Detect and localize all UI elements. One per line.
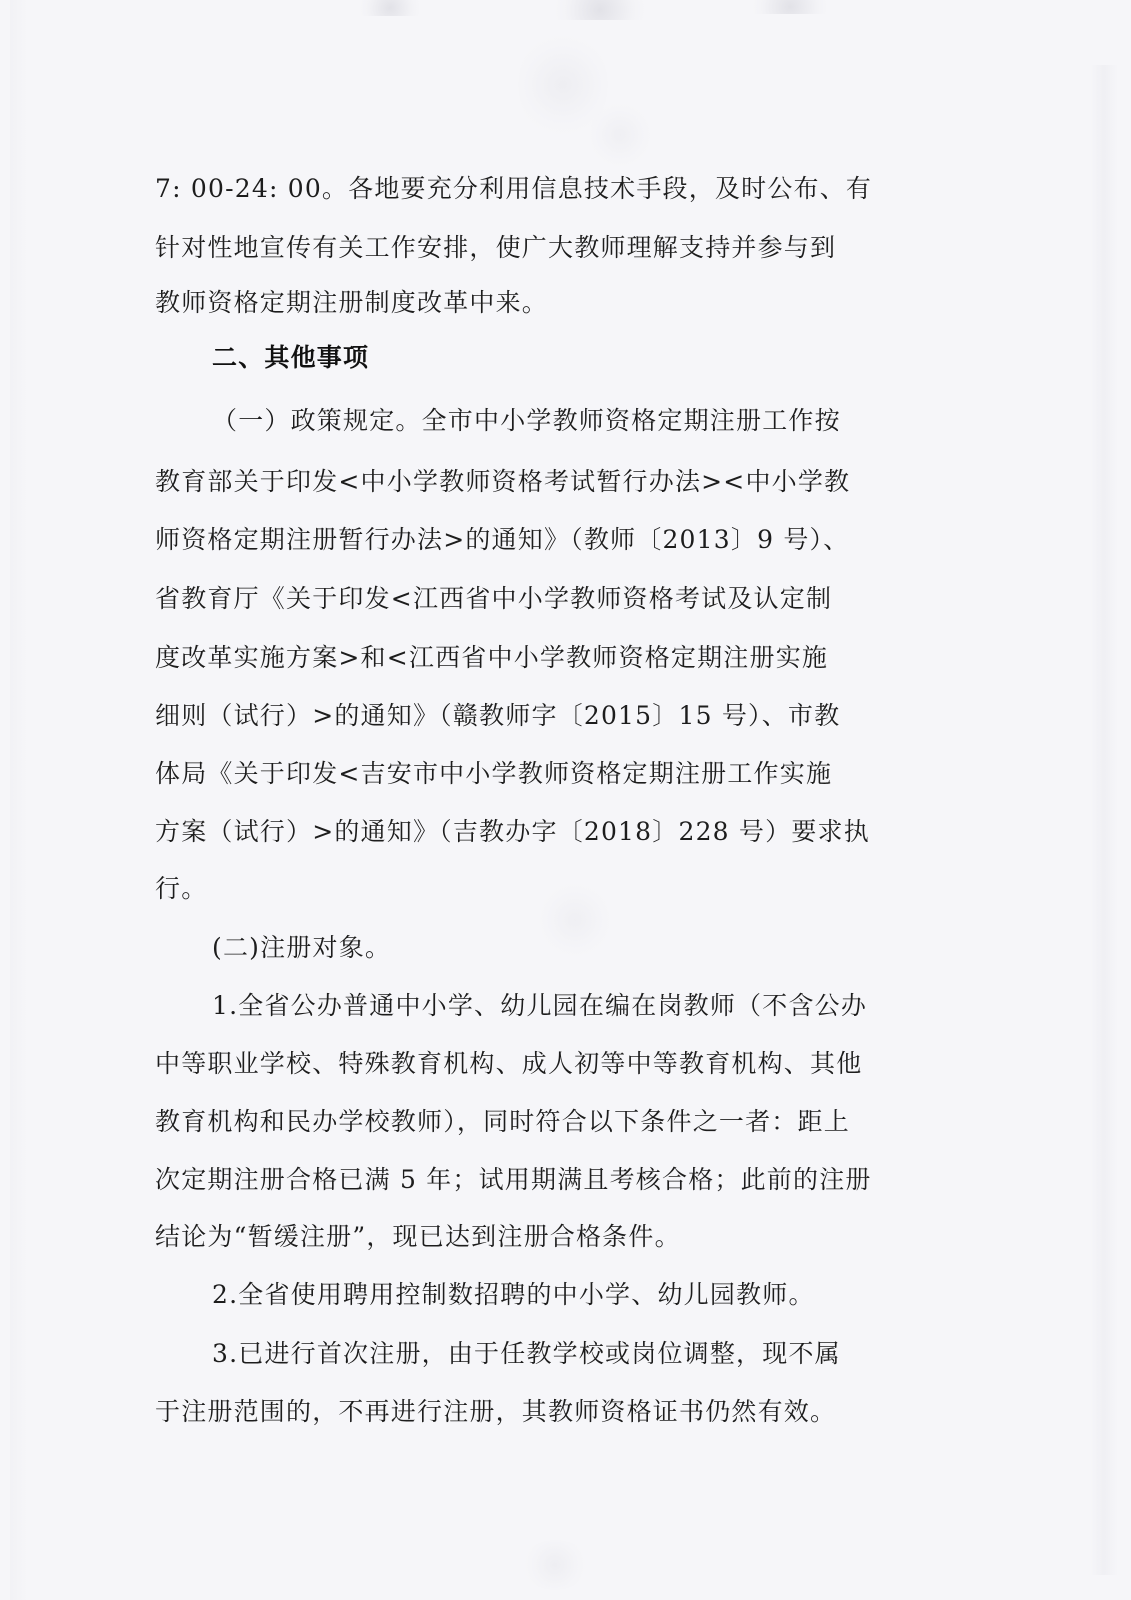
policy-line-3: 师资格定期注册暂行办法>的通知》（教师〔2013〕9 号）、: [155, 525, 850, 554]
registration-item1-line-2: 中等职业学校、特殊教育机构、成人初等中等教育机构、其他: [155, 1049, 863, 1078]
policy-line-9: 行。: [155, 874, 208, 903]
bleed-through-mark: [518, 30, 608, 140]
document-line-2: 针对性地宣传有关工作安排，使广大教师理解支持并参与到: [155, 233, 837, 262]
registration-item1-line-1: 1.全省公办普通中小学、幼儿园在编在岗教师（不含公办: [212, 991, 868, 1020]
registration-item3-line-2: 于注册范围的，不再进行注册，其教师资格证书仍然有效。: [155, 1397, 837, 1426]
bleed-through-mark: [540, 880, 610, 960]
scan-shadow: [350, 0, 430, 16]
section-heading: 二、其他事项: [212, 343, 370, 372]
policy-line-1: （一）政策规定。全市中小学教师资格定期注册工作按: [212, 406, 841, 435]
document-line-3: 教师资格定期注册制度改革中来。: [155, 288, 549, 317]
bleed-through-mark: [590, 100, 650, 170]
registration-item1-line-4: 次定期注册合格已满 5 年；试用期满且考核合格；此前的注册: [155, 1165, 872, 1194]
registration-item2: 2.全省使用聘用控制数招聘的中小学、幼儿园教师。: [212, 1280, 815, 1309]
registration-item1-line-3: 教育机构和民办学校教师），同时符合以下条件之一者：距上: [155, 1107, 850, 1136]
policy-line-2: 教育部关于印发<中小学教师资格考试暂行办法><中小学教: [155, 467, 851, 496]
scan-shadow: [740, 0, 840, 14]
policy-line-4: 省教育厅《关于印发<江西省中小学教师资格考试及认定制: [155, 584, 833, 613]
policy-line-5: 度改革实施方案>和<江西省中小学教师资格定期注册实施: [155, 643, 829, 672]
document-line-1: 7: 00-24: 00。各地要充分利用信息技术手段，及时公布、有: [155, 174, 873, 203]
scan-edge-shadow: [10, 0, 28, 1600]
bleed-through-mark: [520, 1540, 590, 1590]
scan-edge-shadow: [1090, 65, 1118, 1575]
policy-line-6: 细则（试行）>的通知》（赣教师字〔2015〕15 号）、市教: [155, 701, 841, 730]
scan-shadow: [540, 0, 660, 20]
registration-item1-line-5: 结论为“暂缓注册”，现已达到注册合格条件。: [155, 1222, 681, 1251]
registration-title: (二)注册对象。: [212, 933, 392, 962]
policy-line-8: 方案（试行）>的通知》（吉教办字〔2018〕228 号）要求执: [155, 817, 870, 846]
policy-line-7: 体局《关于印发<吉安市中小学教师资格定期注册工作实施: [155, 759, 833, 788]
registration-item3-line-1: 3.已进行首次注册，由于任教学校或岗位调整，现不属: [212, 1339, 841, 1368]
